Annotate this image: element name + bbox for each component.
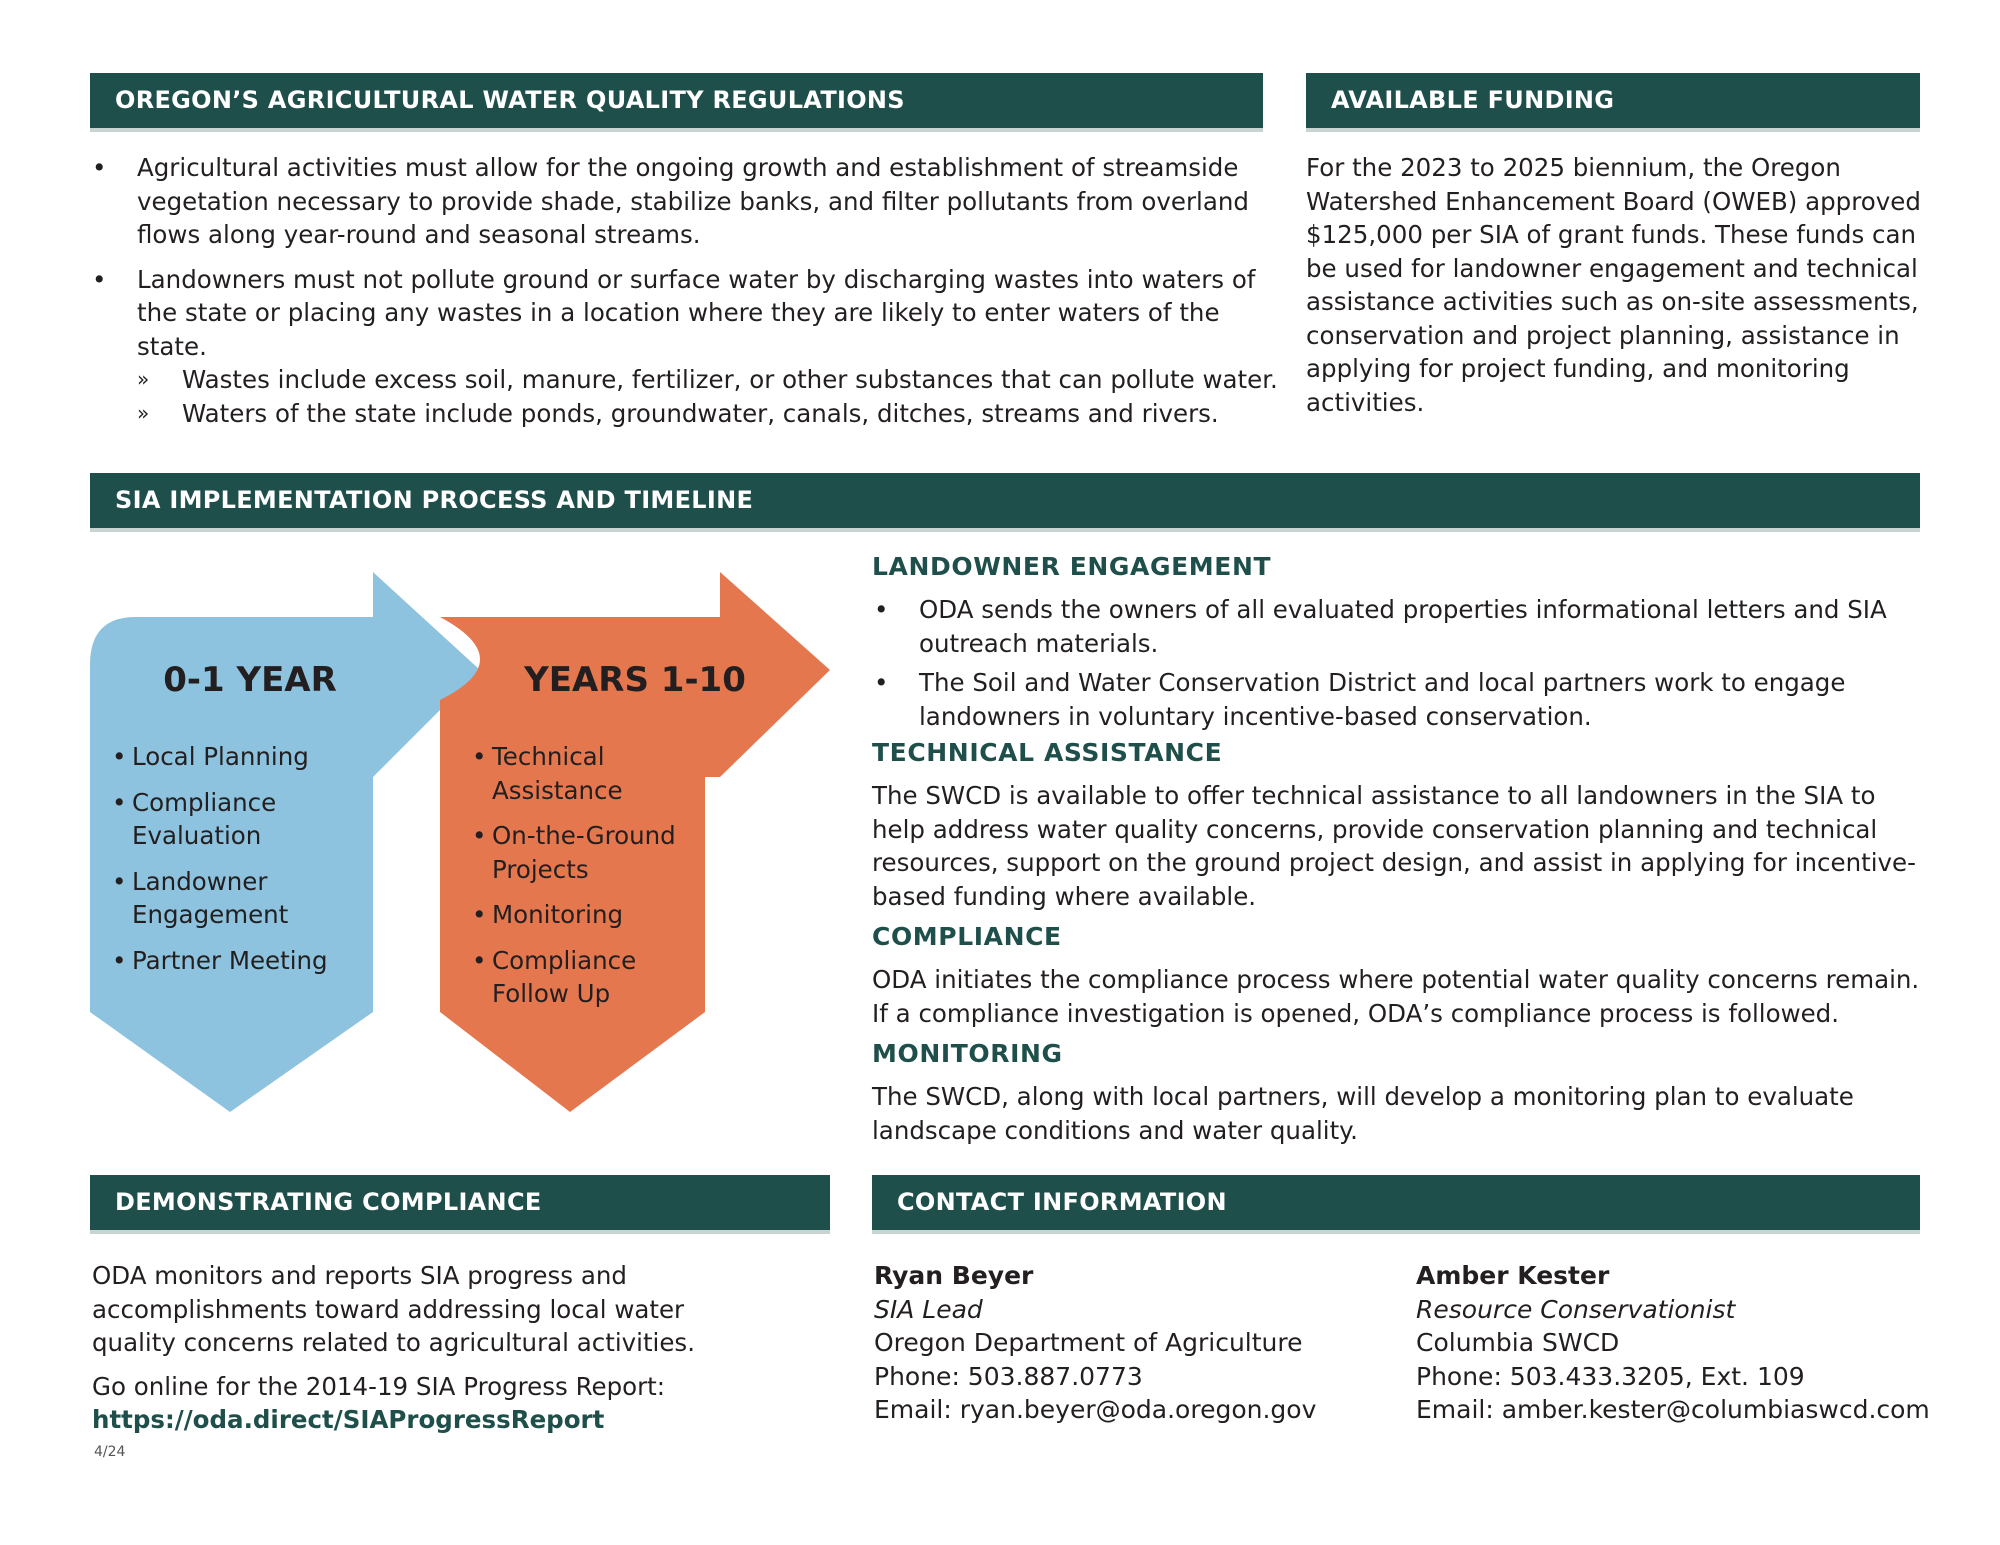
contact-card-ryan-beyer bbox=[874, 1259, 1374, 1427]
list-item: • ODA sends the owners of all evaluated properties informational letters and SIA outreach materials. bbox=[872, 593, 1922, 660]
landowner-engagement-list bbox=[872, 593, 1922, 733]
progress-report-link[interactable]: https://oda.direct/SIAProgressReport bbox=[92, 1405, 605, 1434]
list-item: • On-the-Ground Projects bbox=[472, 819, 712, 886]
compliance-heading: COMPLIANCE bbox=[872, 922, 1062, 951]
list-item: • Monitoring bbox=[472, 898, 712, 932]
list-item: • Partner Meeting bbox=[112, 944, 362, 978]
arrow-years-1-10-list bbox=[472, 740, 712, 1023]
regulations-list bbox=[90, 151, 1280, 363]
contact-organization: Columbia SWCD bbox=[1416, 1328, 1620, 1357]
arrow-0-1-year-list bbox=[112, 740, 362, 989]
document-date: 4/24 bbox=[94, 1444, 126, 1460]
monitoring-heading: MONITORING bbox=[872, 1039, 1063, 1068]
sub-list-item: » Waters of the state include ponds, groundwater, canals, ditches, streams and rivers. bbox=[90, 397, 1280, 431]
technical-assistance-heading: TECHNICAL ASSISTANCE bbox=[872, 738, 1223, 767]
list-item: • Local Planning bbox=[112, 740, 362, 774]
process-header: SIA IMPLEMENTATION PROCESS AND TIMELINE bbox=[90, 473, 1920, 528]
contact-phone: Phone: 503.433.3205, Ext. 109 bbox=[1416, 1361, 1805, 1391]
regulations-header: OREGON’S AGRICULTURAL WATER QUALITY REGULATIONS bbox=[90, 73, 1263, 128]
list-item: • Landowner Engagement bbox=[112, 865, 362, 932]
landowner-engagement-heading: LANDOWNER ENGAGEMENT bbox=[872, 552, 1272, 581]
contact-role: Resource Conservationist bbox=[1416, 1294, 1736, 1324]
list-item: • Landowners must not pollute ground or surface water by discharging wastes into waters of the state or placing any wastes in a location where they are likely to enter waters of the state. bbox=[90, 263, 1280, 364]
progress-report-intro: Go online for the 2014-19 SIA Progress Report: bbox=[92, 1371, 666, 1401]
arrow-years-1-10-title: YEARS 1-10 bbox=[524, 660, 746, 700]
contact-organization: Oregon Department of Agriculture bbox=[874, 1328, 1303, 1357]
contact-email[interactable]: Email: ryan.beyer@oda.oregon.gov bbox=[874, 1395, 1317, 1424]
monitoring-text: The SWCD, along with local partners, will develop a monitoring plan to evaluate landscape conditions and water quality. bbox=[872, 1082, 1854, 1145]
contact-header: CONTACT INFORMATION bbox=[872, 1175, 1920, 1230]
sub-list-item: » Wastes include excess soil, manure, fertilizer, or other substances that can pollute water. bbox=[90, 363, 1280, 397]
contact-name: Ryan Beyer bbox=[874, 1261, 1034, 1290]
regulations-sublist bbox=[90, 363, 1280, 430]
compliance-text: ODA initiates the compliance process where potential water quality concerns remain. If a compliance investigation is opened, ODA’s compliance process is followed. bbox=[872, 965, 1920, 1028]
list-item: • Technical Assistance bbox=[472, 740, 712, 807]
funding-header: AVAILABLE FUNDING bbox=[1306, 73, 1920, 128]
list-item: • Compliance Follow Up bbox=[472, 944, 712, 1011]
demonstrating-text: ODA monitors and reports SIA progress and accomplishments toward addressing local water quality concerns related to agricultural activities. bbox=[92, 1261, 695, 1357]
contact-name: Amber Kester bbox=[1416, 1261, 1610, 1290]
contact-card-amber-kester bbox=[1416, 1259, 1956, 1427]
technical-assistance-text: The SWCD is available to offer technical assistance to all landowners in the SIA to help address water quality concerns, provide conservation planning and technical resources, support on the ground project design, and assist in applying for incentive-based funding where available. bbox=[872, 781, 1916, 911]
demonstrating-header: DEMONSTRATING COMPLIANCE bbox=[90, 1175, 830, 1230]
list-item: • The Soil and Water Conservation District and local partners work to engage landowners in voluntary incentive-based conservation. bbox=[872, 666, 1922, 733]
contact-email[interactable]: Email: amber.kester@columbiaswcd.com bbox=[1416, 1395, 1930, 1424]
contact-role: SIA Lead bbox=[874, 1294, 983, 1324]
contact-phone: Phone: 503.887.0773 bbox=[874, 1361, 1143, 1391]
demonstrating-body bbox=[92, 1259, 732, 1437]
funding-text: For the 2023 to 2025 biennium, the Oregon Watershed Enhancement Board (OWEB) approved $125,000 per SIA of grant funds. These funds can be used for landowner engagement and technical assistance activities such as on-site assessments, conservation and project planning, assistance in applying for project funding, and monitoring activities. bbox=[1306, 153, 1921, 417]
list-item: • Agricultural activities must allow for the ongoing growth and establishment of streamside vegetation necessary to provide shade, stabilize banks, and filter pollutants from overland flows along year-round and seasonal streams. bbox=[90, 151, 1280, 252]
list-item: • Compliance Evaluation bbox=[112, 786, 362, 853]
arrow-0-1-year-title: 0-1 YEAR bbox=[163, 660, 337, 700]
regulations-body bbox=[90, 151, 1280, 430]
process-details bbox=[872, 551, 1922, 1155]
